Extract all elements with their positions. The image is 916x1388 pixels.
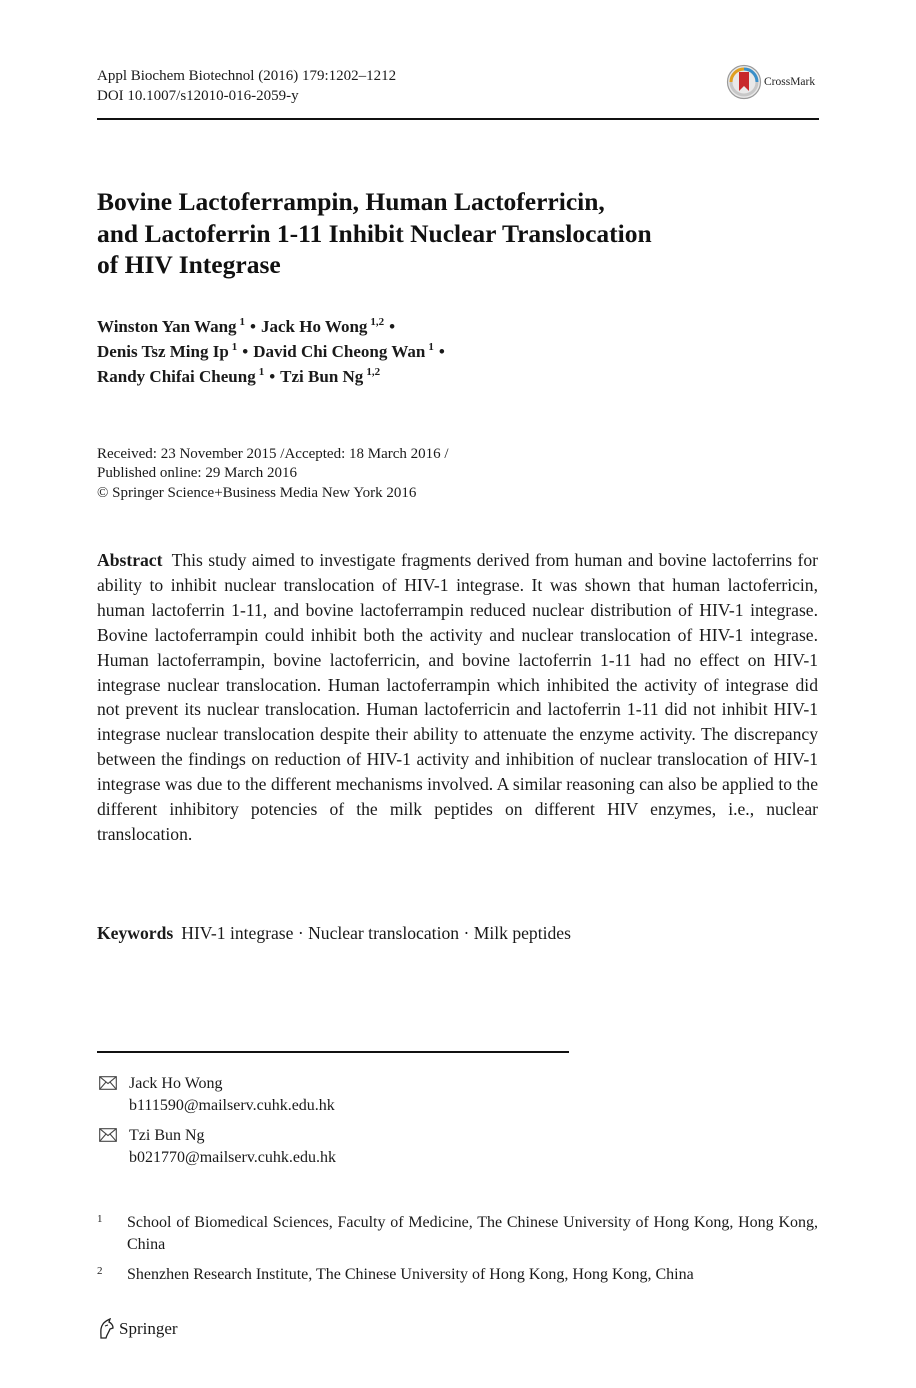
- separator-dot: •: [250, 317, 256, 336]
- author-line-2: [97, 339, 450, 364]
- author-name[interactable]: Tzi Bun Ng: [280, 367, 364, 386]
- title-line-3: of HIV Integrase: [97, 250, 281, 279]
- author-name[interactable]: David Chi Cheong Wan: [253, 342, 426, 361]
- copyright-notice: © Springer Science+Business Media New York 2016: [97, 484, 417, 501]
- abstract: [97, 548, 818, 847]
- affiliation-number: 2: [97, 1265, 103, 1277]
- abstract-label: Abstract: [97, 550, 163, 570]
- author-name[interactable]: Jack Ho Wong: [260, 317, 368, 336]
- author-name[interactable]: Winston Yan Wang: [97, 317, 237, 336]
- springer-horse-icon: [97, 1318, 115, 1340]
- journal-citation: Appl Biochem Biotechnol (2016) 179:1202–1212: [97, 68, 397, 84]
- separator-dot: •: [269, 367, 276, 386]
- header-divider: [97, 118, 819, 120]
- author-line-1: [97, 314, 450, 339]
- author-affiliation-mark: 1: [428, 341, 434, 353]
- crossmark-icon: [726, 64, 762, 100]
- author-name[interactable]: Denis Tsz Ming Ip: [97, 342, 229, 361]
- abstract-text: This study aimed to investigate fragments derived from human and bovine lactoferrins for ability to inhibit nuclear translocation of HIV-1 integrase. It was shown that human lactoferricin, human lactoferrin 1-11, and bovine lactoferrampin reduced nuclear distribution of HIV-1 integrase. Bovine lactoferrampin could inhibit both the activity and nuclear translocation of HIV-1 integrase. Human lactoferrampin, bovine lactoferricin, and bovine lactoferrin 1-11 had no effect on HIV-1 integrase nuclear translocation. Human lactoferrampin which inhibited the activity of integrase did not prevent its nuclear translocation. Human lactoferricin and lactoferrin 1-11 did not inhibit HIV-1 integrase nuclear translocation despite their ability to attenuate the enzyme activity. The discrepancy between the findings on reduction of HIV-1 activity and inhibition of nuclear translocation of HIV-1 integrase was due to the different mechanisms involved. A similar reasoning can also be applied to the different inhibitory potencies of the milk peptides on different HIV enzymes, i.e., nuclear translocation.: [97, 550, 818, 844]
- affiliation-number: 1: [97, 1213, 103, 1225]
- contact-name: Jack Ho Wong: [129, 1075, 223, 1092]
- crossmark-label: CrossMark: [764, 76, 816, 88]
- separator-dot: •: [438, 342, 445, 361]
- corresponding-author: [97, 1125, 336, 1168]
- author-affiliation-mark: 1: [258, 366, 265, 378]
- footnote-divider: [97, 1051, 569, 1053]
- keywords-text: HIV-1 integrase · Nuclear translocation · Milk peptides: [181, 923, 571, 943]
- author-affiliation-mark: 1,2: [370, 316, 385, 328]
- keywords-label: Keywords: [97, 923, 174, 943]
- published-online: Published online: 29 March 2016: [97, 465, 297, 482]
- affiliation-2: [97, 1264, 818, 1286]
- publisher-logo: [97, 1318, 178, 1340]
- separator-dot: •: [242, 342, 249, 361]
- author-name[interactable]: Randy Chifai Cheung: [97, 367, 256, 386]
- envelope-icon: [97, 1125, 119, 1142]
- doi[interactable]: DOI 10.1007/s12010-016-2059-y: [97, 87, 299, 104]
- title-line-2: and Lactoferrin 1-11 Inhibit Nuclear Translocation: [97, 218, 652, 248]
- keywords: [97, 921, 571, 945]
- article-title: [97, 186, 737, 281]
- author-list: [97, 314, 450, 389]
- author-affiliation-mark: 1: [239, 316, 246, 328]
- title-line-1: Bovine Lactoferrampin, Human Lactoferricin,: [97, 187, 605, 216]
- publication-dates: [97, 445, 449, 503]
- journal-header: [97, 67, 396, 106]
- affiliation-1: [97, 1212, 818, 1255]
- affiliation-text: School of Biomedical Sciences, Faculty of Medicine, The Chinese University of Hong Kong, Hong Kong, China: [127, 1214, 818, 1253]
- affiliation-text: Shenzhen Research Institute, The Chinese University of Hong Kong, Hong Kong, China: [127, 1266, 694, 1283]
- envelope-icon: [97, 1073, 119, 1090]
- author-affiliation-mark: 1,2: [366, 366, 381, 378]
- author-line-3: [97, 364, 450, 389]
- contact-email[interactable]: b021770@mailserv.cuhk.edu.hk: [129, 1148, 336, 1166]
- separator-dot: •: [389, 317, 396, 336]
- crossmark-badge[interactable]: [726, 64, 815, 100]
- corresponding-author: [97, 1073, 335, 1116]
- received-accepted: Received: 23 November 2015 /Accepted: 18 March 2016 /: [97, 446, 449, 462]
- publisher-name: Springer: [119, 1319, 178, 1338]
- author-affiliation-mark: 1: [231, 341, 238, 353]
- contact-name: Tzi Bun Ng: [129, 1127, 205, 1144]
- contact-email[interactable]: b111590@mailserv.cuhk.edu.hk: [129, 1096, 335, 1114]
